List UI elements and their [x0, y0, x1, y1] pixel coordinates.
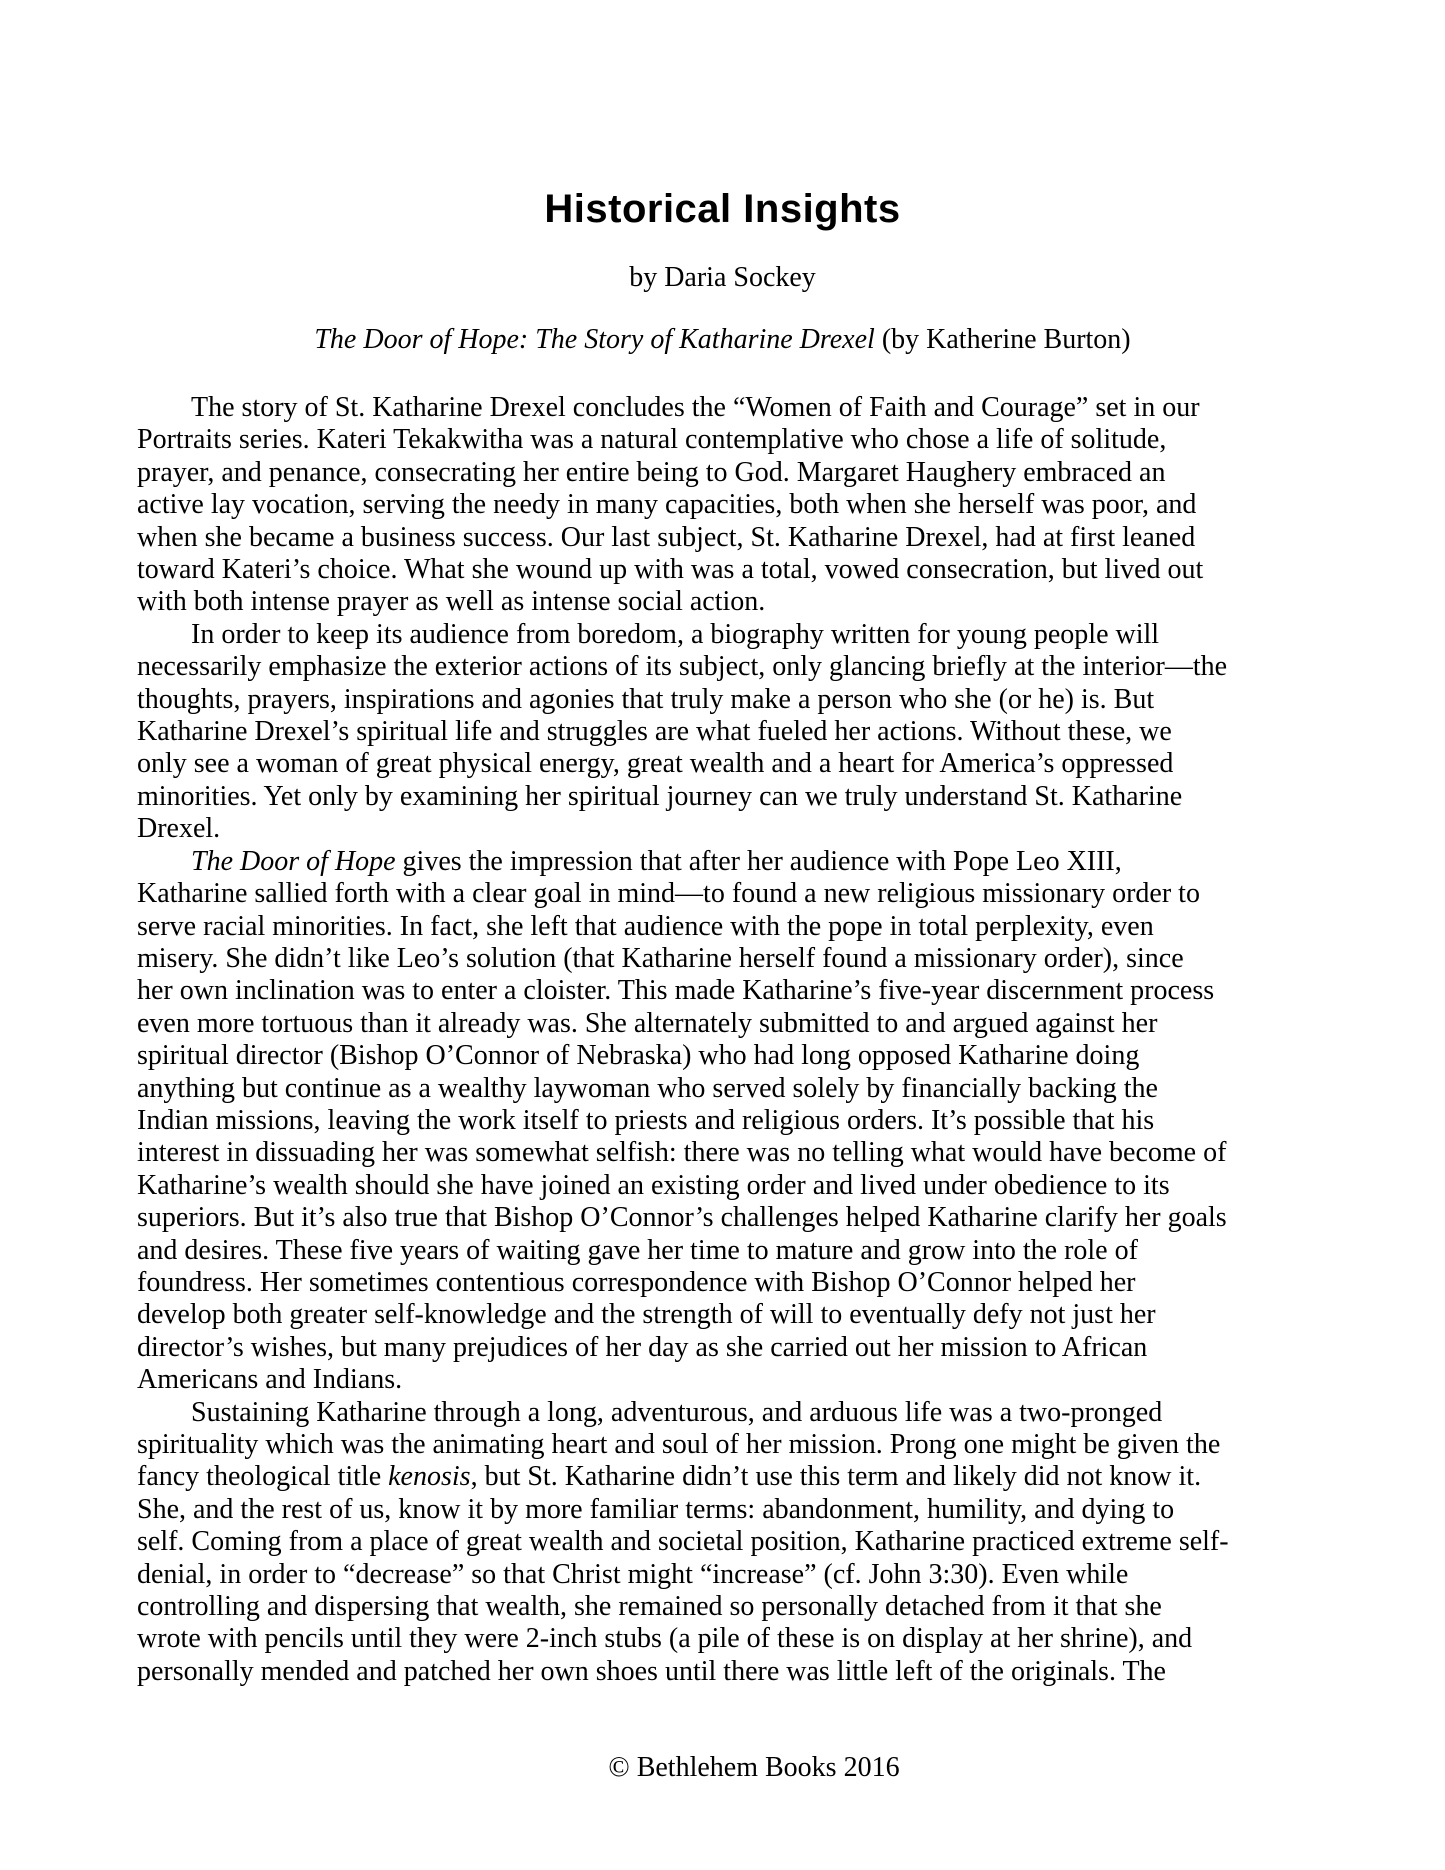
text-line	[137, 1526, 1445, 1558]
text-segment: spirituality which was the animating heart and soul of her mission. Prong one might be given the	[137, 1429, 1221, 1460]
text-line	[137, 1364, 1445, 1396]
text-line	[137, 424, 1445, 456]
text-segment: Sustaining Katharine through a long, adventurous, and arduous life was a two-pronged	[191, 1396, 1163, 1428]
text-segment: Drexel.	[137, 813, 221, 845]
text-segment: even more tortuous than it already was. She alternately submitted to and argued against her	[137, 1007, 1158, 1039]
text-line	[137, 878, 1445, 910]
text-line	[137, 1040, 1445, 1072]
text-segment: denial, in order to “decrease” so that Christ might “increase” (cf. John 3:30). Even while	[137, 1558, 1129, 1590]
text-line	[137, 911, 1445, 943]
text-segment: Portraits series. Kateri Tekakwitha was a natural contemplative who chose a life of solitude,	[137, 424, 1167, 456]
text-segment: interest in dissuading her was somewhat selfish: there was no telling what would have become of	[137, 1137, 1227, 1169]
text-line	[137, 684, 1445, 716]
byline: by Daria Sockey	[629, 262, 816, 293]
text-line	[137, 1105, 1445, 1137]
text-segment: Katharine sallied forth with a clear goal in mind—to found a new religious missionary order to	[137, 878, 1200, 910]
text-segment: Indian missions, leaving the work itself to priests and religious orders. It’s possible that his	[137, 1104, 1155, 1136]
text-line	[137, 522, 1445, 554]
text-line	[137, 1461, 1445, 1493]
text-line	[137, 1429, 1445, 1461]
article-body	[137, 392, 1445, 1688]
text-line	[137, 1494, 1445, 1526]
text-segment: misery. She didn’t like Leo’s solution (that Katharine herself found a missionary order), since	[137, 942, 1184, 974]
text-segment: self. Coming from a place of great wealth and societal position, Katharine practiced extreme self-	[137, 1526, 1229, 1558]
text-line	[137, 619, 1445, 651]
copyright-footer: © Bethlehem Books 2016	[608, 1752, 900, 1783]
text-segment: In order to keep its audience from boredom, a biography written for young people will	[191, 618, 1160, 650]
italic-text-segment: The Door of Hope	[191, 845, 396, 877]
text-line	[137, 748, 1445, 780]
text-segment: gives the impression that after her audience with Pope Leo XIII,	[395, 845, 1122, 877]
book-title: The Door of Hope: The Story of Katharine Drexel	[314, 324, 875, 355]
text-segment: active lay vocation, serving the needy in many capacities, both when she herself was poor, and	[137, 489, 1197, 521]
text-segment: prayer, and penance, consecrating her entire being to God. Margaret Haughery embraced an	[137, 456, 1166, 488]
text-line	[137, 554, 1445, 586]
text-line	[137, 975, 1445, 1007]
text-line	[137, 1559, 1445, 1591]
text-segment: , but St. Katharine didn’t use this term and likely did not know it.	[470, 1461, 1202, 1493]
text-segment: and desires. These five years of waiting gave her time to mature and grow into the role of	[137, 1234, 1138, 1266]
paragraph-4	[137, 1397, 1445, 1689]
text-line	[137, 489, 1445, 521]
text-line	[137, 1202, 1445, 1234]
text-line	[137, 586, 1445, 618]
text-line	[137, 943, 1445, 975]
text-line	[137, 1623, 1445, 1655]
text-segment: develop both greater self-knowledge and the strength of will to eventually defy not just her	[137, 1299, 1156, 1331]
text-line	[137, 1235, 1445, 1267]
text-line	[137, 392, 1445, 424]
text-line	[137, 813, 1445, 845]
text-segment: fancy theological title	[137, 1461, 389, 1493]
paragraph-2	[137, 619, 1445, 846]
text-segment: thoughts, prayers, inspirations and agonies that truly make a person who she (or he) is. But	[137, 683, 1155, 715]
text-segment: minorities. Yet only by examining her spiritual journey can we truly understand St. Katharine	[137, 780, 1183, 812]
text-segment: The story of St. Katharine Drexel concludes the “Women of Faith and Courage” set in our	[191, 392, 1200, 423]
text-segment: when she became a business success. Our last subject, St. Katharine Drexel, had at first leaned	[137, 521, 1196, 553]
paragraph-3	[137, 846, 1445, 1397]
text-line	[137, 1591, 1445, 1623]
text-line	[137, 457, 1445, 489]
text-segment: personally mended and patched her own shoes until there was little left of the originals. The	[137, 1655, 1166, 1687]
text-line	[137, 1267, 1445, 1299]
book-review-heading	[0, 324, 1445, 356]
text-line	[137, 716, 1445, 748]
text-line	[137, 651, 1445, 683]
text-segment: Americans and Indians.	[137, 1364, 403, 1396]
text-segment: toward Kateri’s choice. What she wound up with was a total, vowed consecration, but lived out	[137, 554, 1204, 586]
text-segment: controlling and dispersing that wealth, she remained so personally detached from it that she	[137, 1591, 1162, 1623]
text-line	[137, 1170, 1445, 1202]
text-segment: She, and the rest of us, know it by more familiar terms: abandonment, humility, and dying to	[137, 1493, 1175, 1525]
document-header	[0, 0, 1445, 356]
text-segment: wrote with pencils until they were 2-inch stubs (a pile of these is on display at her shrine), and	[137, 1623, 1193, 1655]
text-segment: serve racial minorities. In fact, she left that audience with the pope in total perplexity, even	[137, 910, 1154, 942]
text-segment: only see a woman of great physical energy, great wealth and a heart for America’s oppressed	[137, 748, 1174, 780]
text-segment: anything but continue as a wealthy laywoman who served solely by financially backing the	[137, 1072, 1158, 1104]
text-segment: Katharine’s wealth should she have joined an existing order and lived under obedience to its	[137, 1169, 1170, 1201]
text-segment: necessarily emphasize the exterior actions of its subject, only glancing briefly at the interior—the	[137, 651, 1228, 683]
text-line	[137, 781, 1445, 813]
text-line	[137, 1332, 1445, 1364]
text-segment: superiors. But it’s also true that Bishop O’Connor’s challenges helped Katharine clarify her goals	[137, 1202, 1227, 1234]
text-line	[137, 1073, 1445, 1105]
text-segment: spiritual director (Bishop O’Connor of Nebraska) who had long opposed Katharine doing	[137, 1040, 1140, 1072]
text-segment: Katharine Drexel’s spiritual life and struggles are what fueled her actions. Without these, we	[137, 716, 1172, 748]
text-segment: her own inclination was to enter a cloister. This made Katharine’s five-year discernment process	[137, 975, 1215, 1007]
italic-text-segment: kenosis	[388, 1461, 471, 1493]
text-line	[137, 1008, 1445, 1040]
book-author-credit: (by Katherine Burton)	[874, 324, 1131, 355]
text-segment: foundress. Her sometimes contentious correspondence with Bishop O’Connor helped her	[137, 1266, 1136, 1298]
text-line	[137, 1397, 1445, 1429]
text-line	[137, 1137, 1445, 1169]
text-line	[137, 846, 1445, 878]
text-line	[137, 1299, 1445, 1331]
page-title: Historical Insights	[544, 187, 901, 231]
text-segment: with both intense prayer as well as intense social action.	[137, 586, 766, 618]
paragraph-1	[137, 392, 1445, 619]
text-segment: director’s wishes, but many prejudices of her day as she carried out her mission to African	[137, 1331, 1148, 1363]
text-line	[137, 1656, 1445, 1688]
